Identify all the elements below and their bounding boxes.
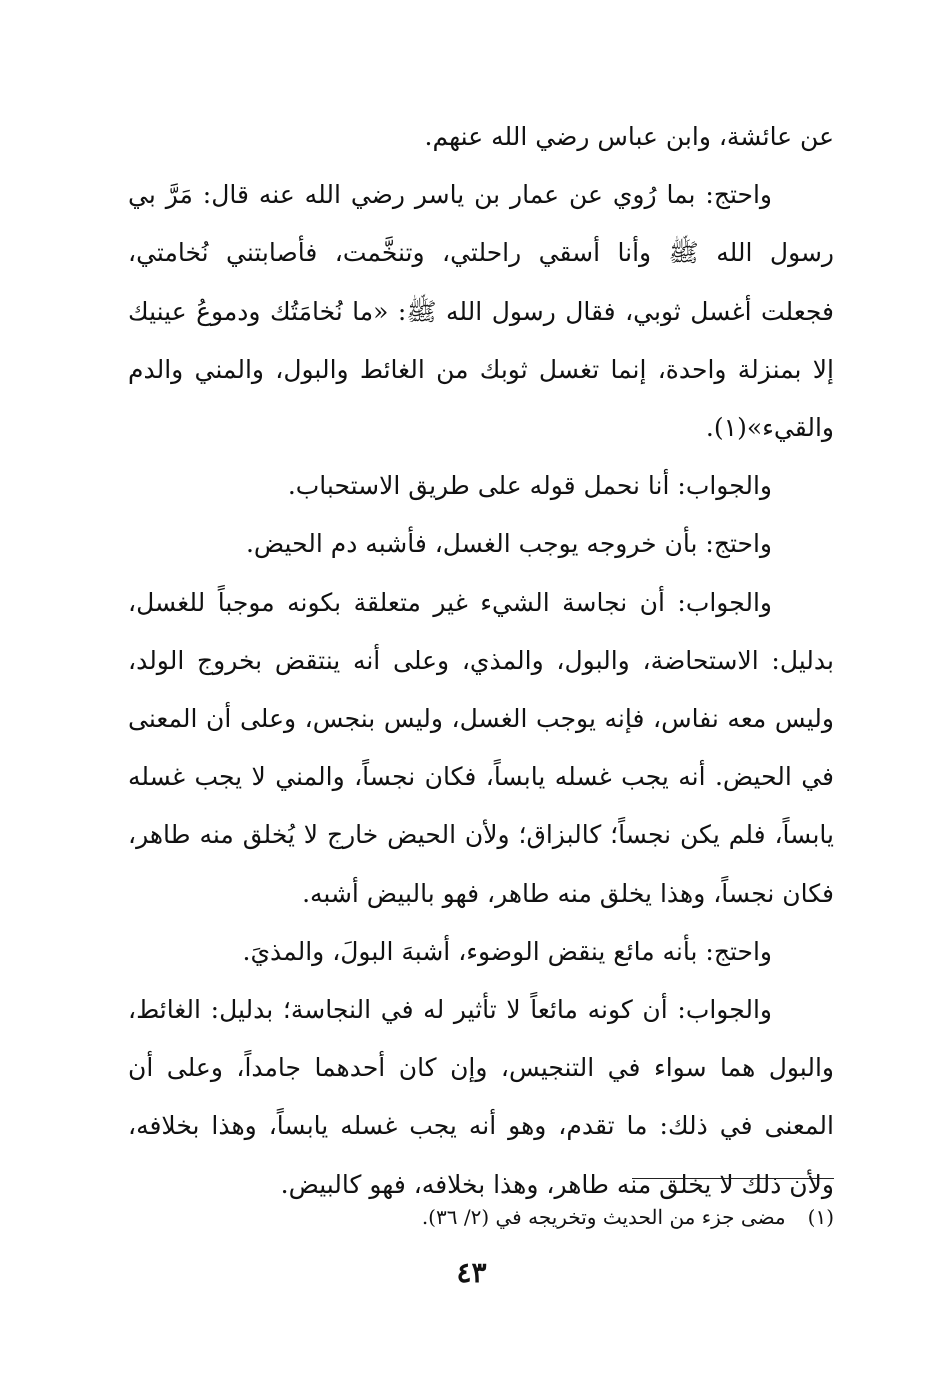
- paragraph-4: واحتج: بأن خروجه يوجب الغسل، فأشبه دم الحيض.: [245, 529, 772, 559]
- paragraph-2: واحتج: بما رُوي عن عمار بن ياسر رضي الله عنه قال: مَرَّ بي رسول الله ﷺ وأنا أسقي راحلتي، وتنخَّمت، فأصابتني نُخامتي، فجعلت أغسل ثوبي، فقال رسول الله ﷺ: «ما نُخامَتُك ودموعُ عينيك إلا بمنزلة واحدة، إنما تغسل ثوبك من الغائط والبول، والمني والدم والقيء»(١).: [128, 180, 834, 443]
- paragraph-6: واحتج: بأنه مائع ينقض الوضوء، أشبهَ البولَ، والمذيَ.: [242, 936, 772, 966]
- footnote-number: (١): [807, 1205, 834, 1229]
- main-text: [128, 108, 834, 1214]
- footnote-text: مضى جزء من الحديث وتخريجه في (٢/ ٣٦).: [421, 1205, 786, 1229]
- paragraph-7: والجواب: أن كونه مائعاً لا تأثير له في النجاسة؛ بدليل: الغائط، والبول هما سواء في التنجيس، وإن كان أحدهما جامداً، وعلى أن المعنى في ذلك: ما تقدم، وهو أنه يجب غسله يابساً، وهذا بخلافه، ولأن ذلك لا يخلق منه طاهر، وهذا بخلافه، فهو كالبيض.: [128, 995, 834, 1199]
- footnote: [422, 1202, 834, 1232]
- page-number: ٤٣: [456, 1256, 487, 1289]
- paragraph-1: عن عائشة، وابن عباس رضي الله عنهم.: [424, 122, 834, 151]
- paragraph-3: والجواب: أنا نحمل قوله على طريق الاستحباب.: [287, 471, 772, 501]
- paragraph-5: والجواب: أن نجاسة الشيء غير متعلقة بكونه موجباً للغسل، بدليل: الاستحاضة، والبول، والمذي، وعلى أنه ينتقض بخروج الولد، وليس معه نفاس، فإنه يوجب الغسل، وليس بنجس، وعلى أن المعنى في الحيض. أنه يجب غسله يابساً، فكان نجساً، والمني لا يجب غسله يابساً، فلم يكن نجساً؛ كالبزاق؛ ولأن الحيض خارج لا يُخلق منه طاهر، فكان نجساً، وهذا يخلق منه طاهر، فهو بالبيض أشبه.: [128, 587, 834, 908]
- footnote-divider: [632, 1178, 834, 1179]
